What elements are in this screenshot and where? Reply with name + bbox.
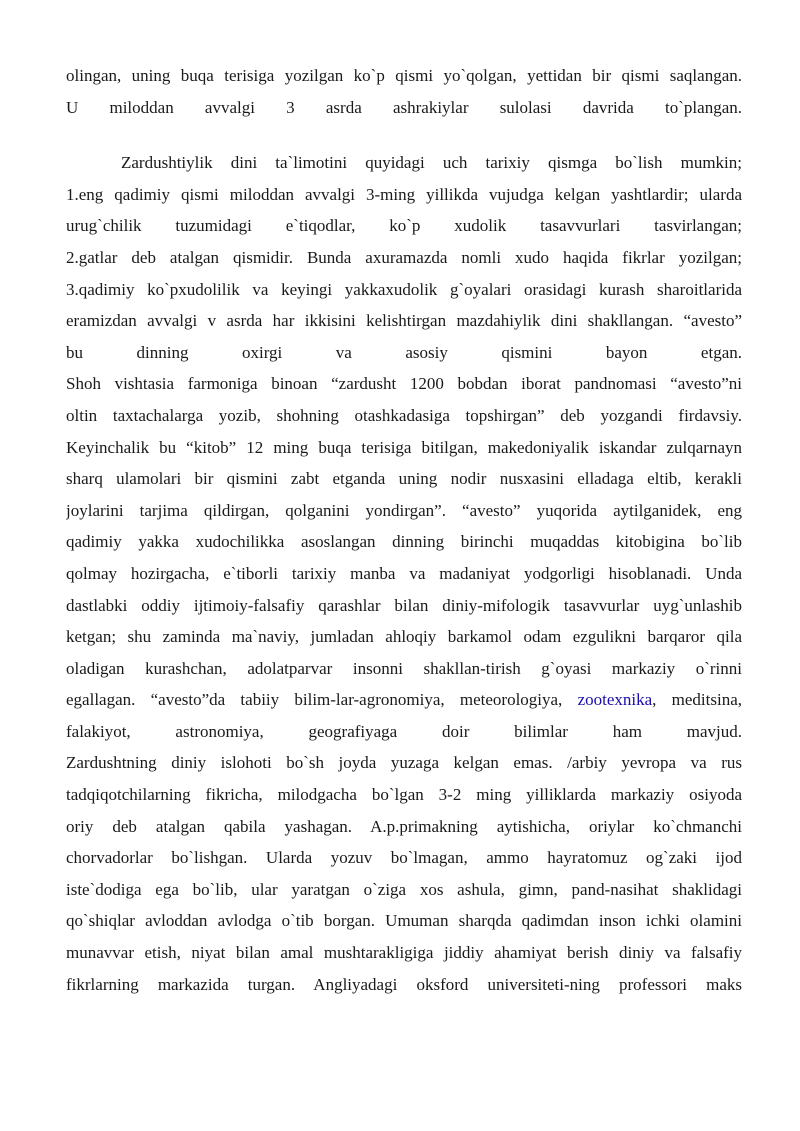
text-line: Keyinchalik bu “kitob” 12 ming buqa terisiga bitilgan, makedoniyalik iskandar zulqarnayn (66, 437, 742, 457)
text-line: joylarini tarjima qildirgan, qolganini yondirgan”. “avesto” yuqorida aytilganidek, eng (66, 500, 742, 520)
text-line: olingan, uning buqa terisiga yozilgan ko`p qismi yo`qolgan, yettidan bir qismi saqlangan. (66, 66, 742, 85)
text-line: U miloddan avvalgi 3 asrda ashrakiylar sulolasi davrida to`plangan. (66, 97, 742, 117)
text-line: qolmay hozirgacha, e`tiborli tarixiy manba va madaniyat yodgorligi hisoblanadi. Unda (66, 563, 742, 583)
text-line: tadqiqotchilarning fikricha, milodgacha bo`lgan 3-2 ming yilliklarda markaziy osiyoda (66, 785, 742, 805)
text-line: oladigan kurashchan, adolatparvar insonni shakllan-tirish g`oyasi markaziy o`rinni (66, 658, 742, 678)
text-line: 1.eng qadimiy qismi miloddan avvalgi 3-ming yillikda vujudga kelgan yashtlardir; ularda (66, 184, 742, 204)
text-line: Zardushtning diniy islohoti bo`sh joyda yuzaga kelgan emas. /arbiy yevropa va rus (66, 753, 742, 773)
document-page (66, 60, 742, 1000)
zootexnika-link[interactable]: zootexnika (577, 690, 653, 710)
text-line: urug`chilik tuzumidagi e`tiqodlar, ko`p xudolik tasavvurlari tasvirlangan; (66, 216, 742, 236)
text-segment: , meditsina, (652, 690, 742, 710)
text-line: Shoh vishtasia farmoniga binoan “zardusht 1200 bobdan iborat pandnomasi “avesto”ni (66, 374, 742, 394)
text-line: qadimiy yakka xudochilikka asoslangan dinning birinchi muqaddas kitobigina bo`lib (66, 532, 742, 552)
text-line-with-link (66, 684, 742, 716)
text-line: fikrlarning markazida turgan. Angliyadagi oksford universiteti-ning professori maks (66, 974, 742, 994)
text-line: bu dinning oxirgi va asosiy qismini bayon etgan. (66, 342, 742, 362)
text-line: ketgan; shu zaminda ma`naviy, jumladan ahloqiy barkamol odam ezgulikni barqaror qila (66, 627, 742, 647)
text-line: chorvadorlar bo`lishgan. Ularda yozuv bo`lmagan, ammo hayratomuz og`zaki ijod (66, 848, 742, 868)
text-line: iste`dodiga ega bo`lib, ular yaratgan o`ziga xos ashula, gimn, pand-nasihat shaklidagi (66, 879, 742, 899)
text-line: qo`shiqlar avloddan avlodga o`tib borgan. Umuman sharqda qadimdan inson ichki olamini (66, 911, 742, 931)
text-segment: egallagan. “avesto”da tabiiy bilim-lar-agronomiya, meteorologiya, (66, 690, 578, 710)
text-line: Zardushtiylik dini ta`limotini quyidagi uch tarixiy qismga bo`lish mumkin; (121, 153, 742, 173)
text-line: sharq ulamolari bir qismini zabt etganda uning nodir nusxasini elladaga eltib, kerakli (66, 469, 742, 489)
text-line: dastlabki oddiy ijtimoiy-falsafiy qarashlar bilan diniy-mifologik tasavvurlar uyg`unlashib (66, 595, 742, 615)
text-line: munavvar etish, niyat bilan amal mushtarakligiga jiddiy ahamiyat berish diniy va falsafiy (66, 943, 742, 963)
text-line: oltin taxtachalarga yozib, shohning otashkadasiga topshirgan” deb yozgandi firdavsiy. (66, 405, 742, 425)
text-line: eramizdan avvalgi v asrda har ikkisini kelishtirgan mazdahiylik dini shakllangan. “avesto” (66, 311, 742, 331)
text-line: falakiyot, astronomiya, geografiyaga doir bilimlar ham mavjud. (66, 721, 742, 741)
text-line: oriy deb atalgan qabila yashagan. A.p.primakning aytishicha, oriylar ko`chmanchi (66, 816, 742, 836)
text-line: 2.gatlar deb atalgan qismidir. Bunda axuramazda nomli xudo haqida fikrlar yozilgan; (66, 247, 742, 267)
paragraph-gap (66, 123, 742, 147)
text-line: 3.qadimiy ko`pxudolilik va keyingi yakkaxudolik g`oyalari orasidagi kurash sharoitlarida (66, 279, 742, 299)
